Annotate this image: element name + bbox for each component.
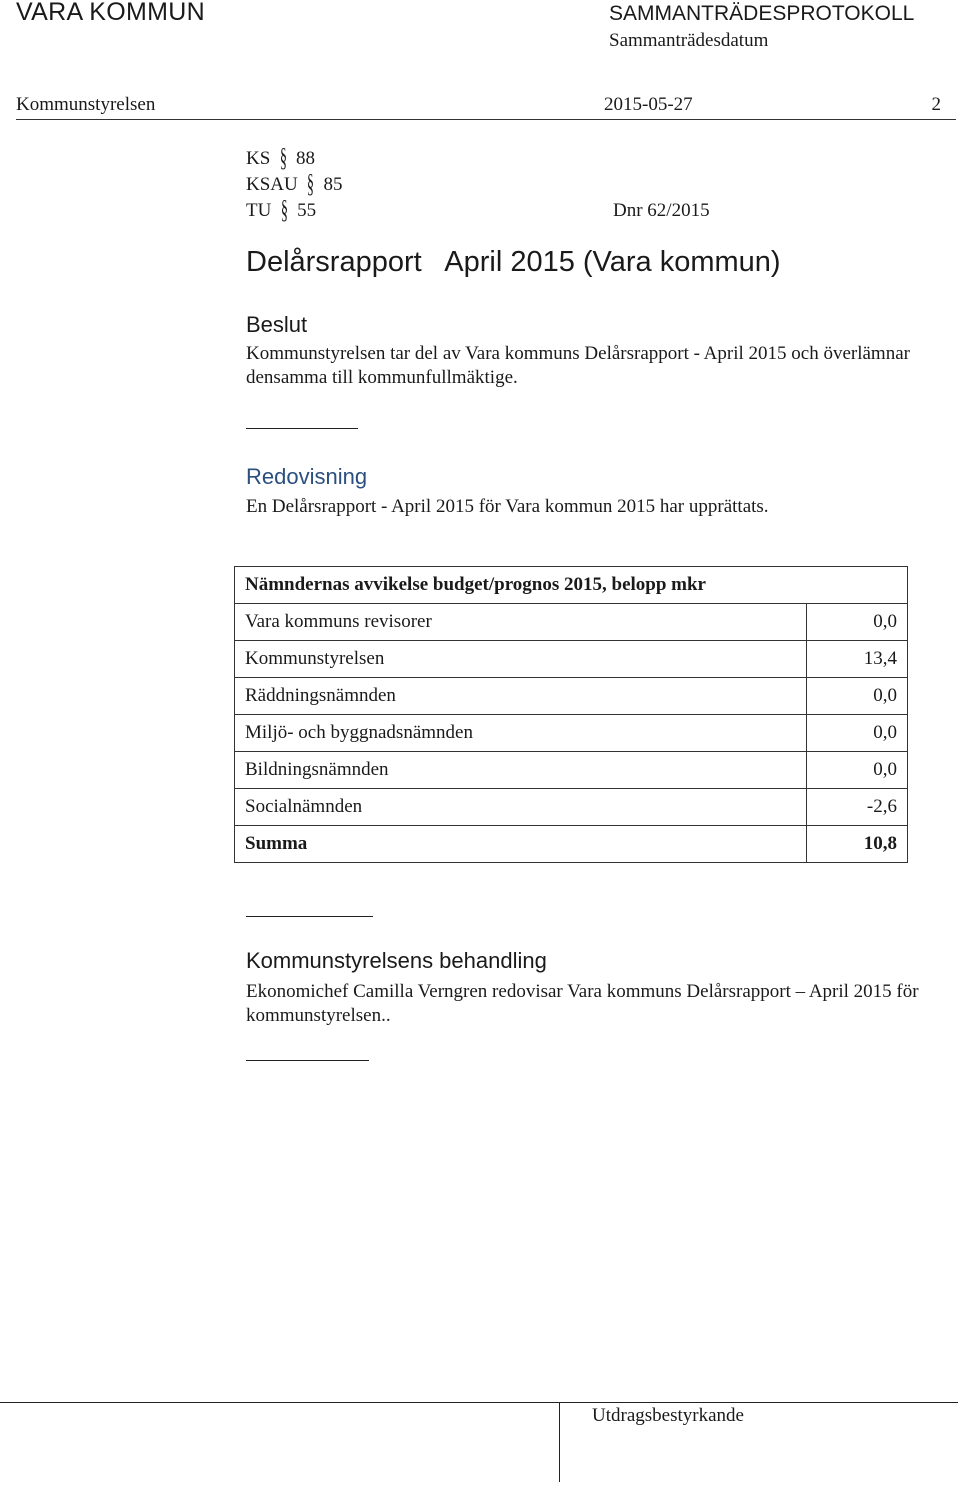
table-row	[235, 715, 908, 752]
beslut-heading: Beslut	[246, 312, 308, 337]
table-heading: Nämndernas avvikelse budget/prognos 2015, belopp mkr	[235, 567, 908, 604]
ref-number: 85	[323, 174, 343, 195]
ref-tu	[246, 195, 317, 224]
row-value: 0,0	[807, 752, 908, 789]
ref-code: TU	[246, 200, 272, 221]
paragraph-icon: §	[307, 169, 315, 198]
header-rule	[16, 119, 956, 120]
row-value: 0,0	[807, 604, 908, 641]
ref-ksau	[246, 169, 343, 198]
row-label: Socialnämnden	[235, 789, 807, 826]
table-row	[235, 789, 908, 826]
ref-ks	[246, 143, 316, 172]
org-name: VARA KOMMUN	[16, 0, 205, 26]
table-row	[235, 604, 908, 641]
paragraph-icon: §	[279, 143, 288, 172]
section-divider	[246, 428, 358, 429]
sum-label: Summa	[235, 826, 807, 863]
table-row	[235, 752, 908, 789]
row-label: Räddningsnämnden	[235, 678, 807, 715]
ks-behandling-text: Ekonomichef Camilla Verngren redovisar Vara kommuns Delårsrapport – April 2015 för kommunstyrelsen..	[246, 981, 919, 1026]
table-sum-row	[235, 826, 908, 863]
paragraph-icon: §	[281, 195, 289, 224]
table-header-row	[235, 567, 908, 604]
ks-behandling-heading: Kommunstyrelsens behandling	[246, 948, 547, 973]
meeting-date-label: Sammanträdesdatum	[609, 30, 769, 51]
beslut-text: Kommunstyrelsen tar del av Vara kommuns Delårsrapport - April 2015 och överlämnar densamma till kommunfullmäktige.	[246, 343, 910, 388]
row-label: Miljö- och byggnadsnämnden	[235, 715, 807, 752]
document-type: SAMMANTRÄDESPROTOKOLL	[609, 2, 915, 25]
ref-code: KS	[246, 148, 271, 169]
meta-department: Kommunstyrelsen	[16, 94, 156, 115]
row-value: -2,6	[807, 789, 908, 826]
redovisning-text: En Delårsrapport - April 2015 för Vara kommun 2015 har upprättats.	[246, 496, 769, 517]
page-number: 2	[931, 94, 941, 115]
certification-label: Utdragsbestyrkande	[592, 1405, 744, 1426]
budget-table	[234, 566, 908, 863]
section-divider	[246, 916, 373, 917]
meta-date: 2015-05-27	[604, 94, 693, 115]
footer-rule	[0, 1402, 958, 1403]
row-value: 0,0	[807, 678, 908, 715]
table-row	[235, 678, 908, 715]
row-label: Bildningsnämnden	[235, 752, 807, 789]
meta-row	[16, 94, 941, 118]
footer-divider	[559, 1402, 560, 1482]
ref-number: 88	[296, 148, 316, 169]
redovisning-heading: Redovisning	[246, 464, 368, 489]
ref-code: KSAU	[246, 174, 298, 195]
row-value: 13,4	[807, 641, 908, 678]
ref-number: 55	[297, 200, 317, 221]
diary-number: Dnr 62/2015	[613, 200, 710, 221]
row-label: Vara kommuns revisorer	[235, 604, 807, 641]
sum-value: 10,8	[807, 826, 908, 863]
page-title: Delårsrapport April 2015 (Vara kommun)	[246, 246, 781, 278]
table-row	[235, 641, 908, 678]
row-label: Kommunstyrelsen	[235, 641, 807, 678]
row-value: 0,0	[807, 715, 908, 752]
section-divider	[246, 1060, 369, 1061]
